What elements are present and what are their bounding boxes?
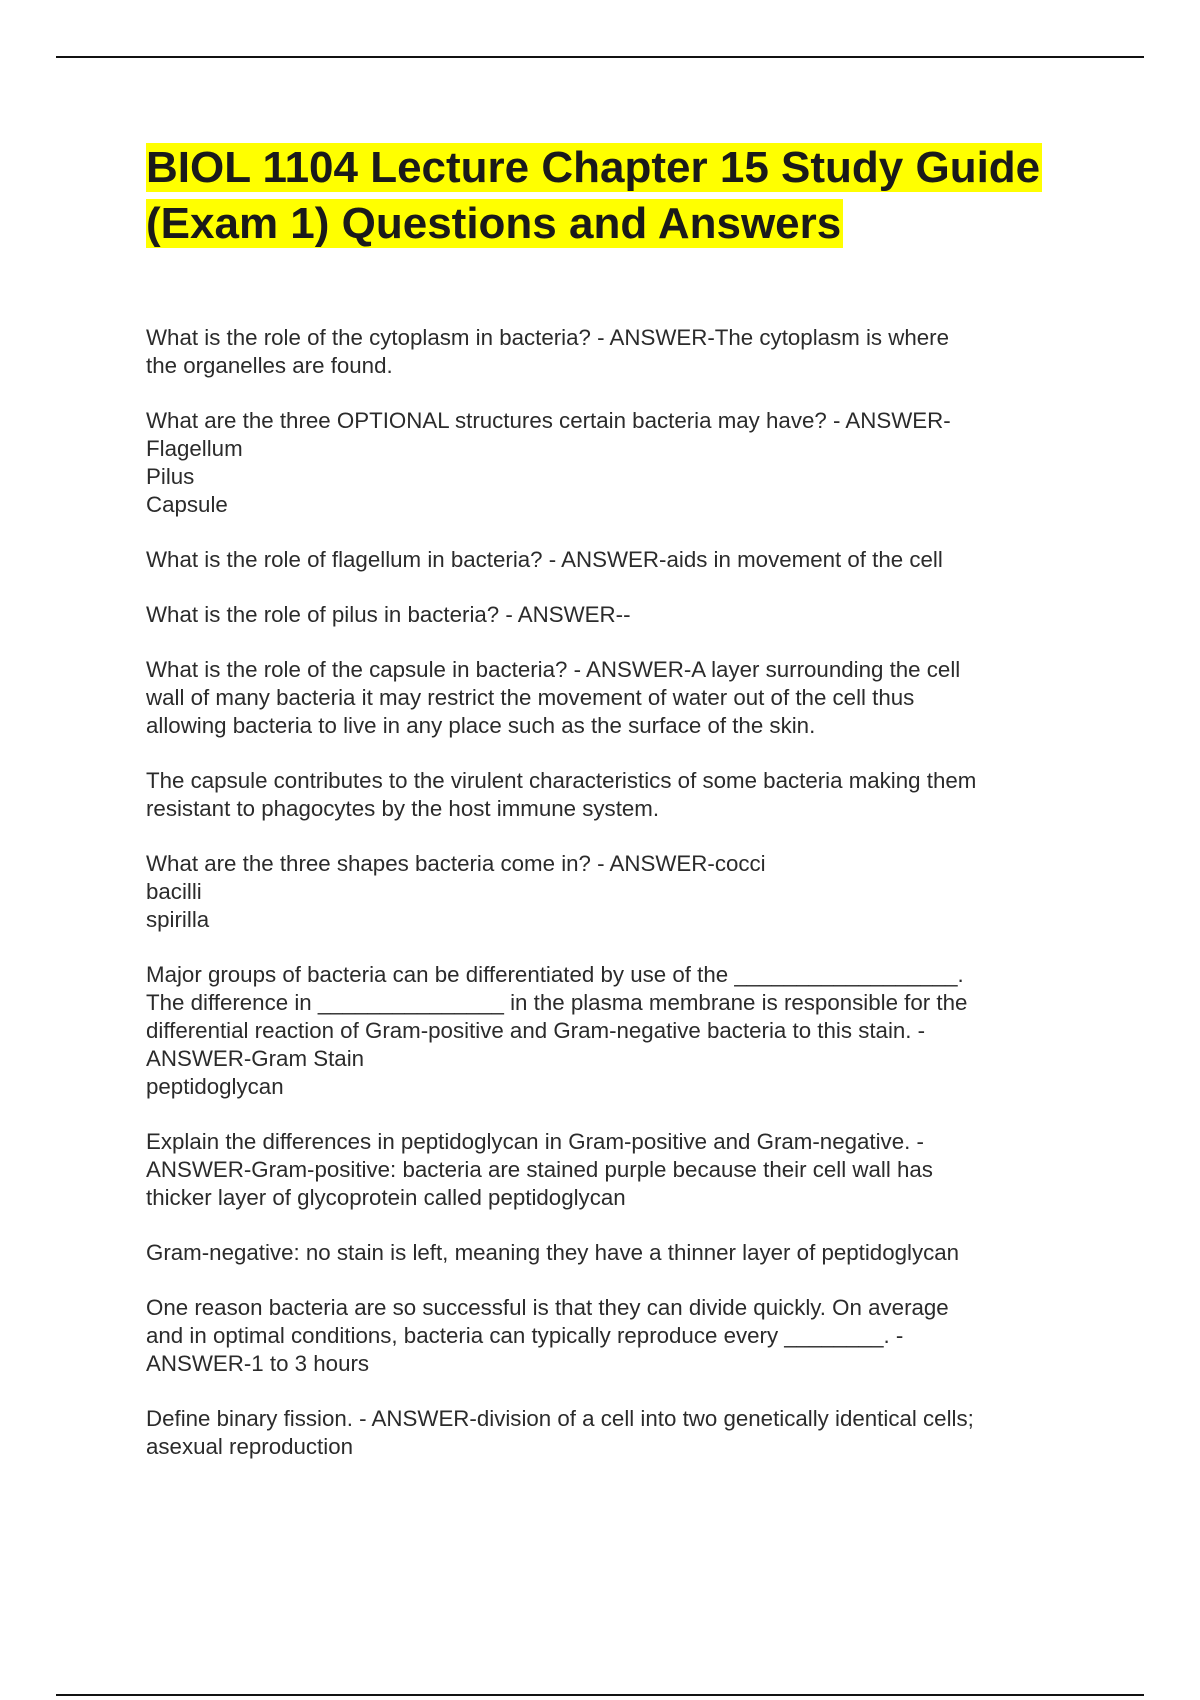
- qa-block-capsule-virulence: The capsule contributes to the virulent characteristics of some bacteria making them resistant to phagocytes by the host immune system.: [146, 768, 977, 821]
- qa-block-flagellum: What is the role of flagellum in bacteria? - ANSWER-aids in movement of the cell: [146, 547, 943, 572]
- qa-block-optional-structures: What are the three OPTIONAL structures certain bacteria may have? - ANSWER- Flagellum Pilus Capsule: [146, 408, 951, 517]
- qa-list: [146, 324, 1066, 1461]
- title-highlight: BIOL 1104 Lecture Chapter 15 Study Guide (Exam 1) Questions and Answers: [146, 143, 1041, 248]
- top-rule: [56, 56, 1144, 58]
- qa-block-capsule: What is the role of the capsule in bacteria? - ANSWER-A layer surrounding the cell wall of many bacteria it may restrict the movement of water out of the cell thus allowing bacteria to live in any place such as the surface of the skin.: [146, 657, 961, 738]
- qa-block-binary-fission: Define binary fission. - ANSWER-division of a cell into two genetically identical cells; asexual reproduction: [146, 1406, 974, 1459]
- qa-block-reproduction-rate: One reason bacteria are so successful is that they can divide quickly. On average and in optimal conditions, bacteria can typically reproduce every ________. - ANSWER-1 to 3 hours: [146, 1295, 949, 1376]
- qa-block-cytoplasm: What is the role of the cytoplasm in bacteria? - ANSWER-The cytoplasm is where the organelles are found.: [146, 325, 949, 378]
- qa-block-gram-stain: Major groups of bacteria can be differentiated by use of the __________________. The difference in _______________ in the plasma membrane is responsible for the differential reaction of Gram-positive and Gram-negative bacteria to this stain. - ANSWER-Gram Stain peptidoglycan: [146, 962, 968, 1099]
- qa-block-pilus: What is the role of pilus in bacteria? - ANSWER--: [146, 602, 631, 627]
- qa-block-peptidoglycan: Explain the differences in peptidoglycan in Gram-positive and Gram-negative. - ANSWER-Gram-positive: bacteria are stained purple because their cell wall has thicker layer of glycoprotein called peptidoglycan: [146, 1129, 933, 1210]
- document-title: [146, 140, 1066, 252]
- document-page: [146, 140, 1066, 1488]
- qa-block-shapes: What are the three shapes bacteria come in? - ANSWER-cocci bacilli spirilla: [146, 851, 766, 932]
- bottom-rule: [56, 1694, 1144, 1696]
- qa-block-gram-negative: Gram-negative: no stain is left, meaning they have a thinner layer of peptidoglycan: [146, 1240, 960, 1265]
